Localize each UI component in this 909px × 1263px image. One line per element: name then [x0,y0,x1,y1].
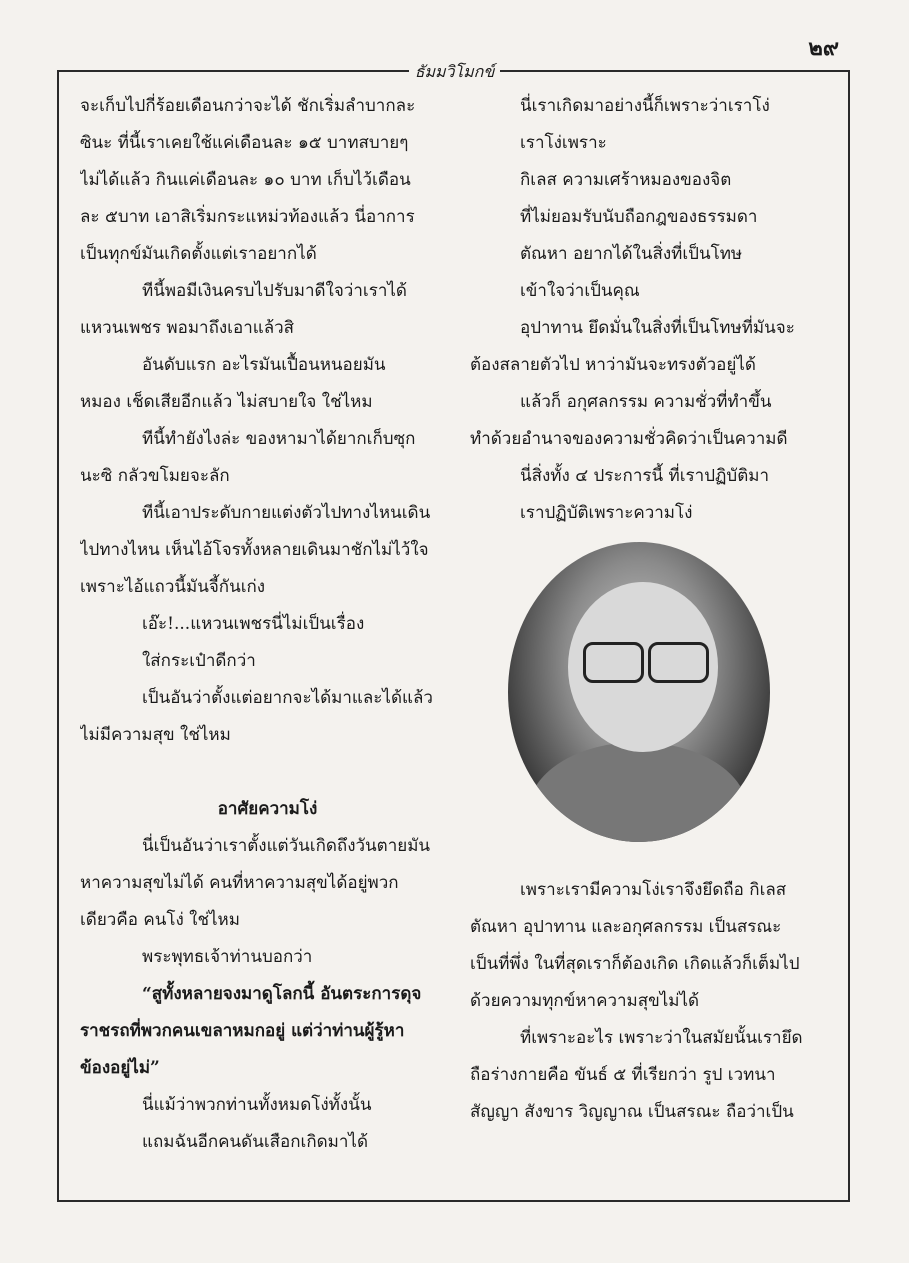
text-line: แหวนเพชร พอมาถึงเอาแล้วสิ [80,318,295,338]
photo-glasses-right [648,642,709,683]
quote-line: ราชรถที่พวกคนเขลาหมกอยู่ แต่ว่าท่านผู้รู้หา [80,1021,405,1041]
text-line: เข้าใจว่าเป็นคุณ [520,281,640,301]
text-line: จะเก็บไปกี่ร้อยเดือนกว่าจะได้ ชักเริ่มลำบากละ [80,96,416,116]
text-line: ทีนี้พอมีเงินครบไปรับมาดีใจว่าเราได้ [142,281,407,301]
portrait-photo [508,542,770,842]
quote-line: “สูทั้งหลายจงมาดูโลกนี้ อันตระการดุจ [142,984,422,1004]
page-number: ๒๙ [808,35,839,61]
text-line: เดียวคือ คนโง่ ใช่ไหม [80,910,240,930]
portrait-photo-wrap [470,542,815,852]
text-line: ที่เพราะอะไร เพราะว่าในสมัยนั้นเรายึด [520,1028,803,1048]
text-line: เป็นที่พึ่ง ในที่สุดเราก็ต้องเกิด เกิดแล้วก็เต็มไป [470,954,800,974]
text-line: ถือร่างกายคือ ขันธ์ ๕ ที่เรียกว่า รูป เวทนา [470,1065,776,1085]
text-line: ไปทางไหน เห็นไอ้โจรทั้งหลายเดินมาชักไม่ไว้ใจ [80,540,429,560]
text-line: ซินะ ที่นี้เราเคยใช้แค่เดือนละ ๑๕ บาทสบายๆ [80,133,409,153]
text-line: สัญญา สังขาร วิญญาณ เป็นสรณะ ถือว่าเป็น [470,1102,794,1122]
quote-line: ข้องอยู่ไม่” [80,1058,160,1078]
text-line: เราปฏิบัติเพราะความโง่ [520,503,693,523]
text-line: ตัณหา อุปาทาน และอกุศลกรรม เป็นสรณะ [470,917,782,937]
text-line: อุปาทาน ยึดมั่นในสิ่งที่เป็นโทษที่มันจะ [520,318,795,338]
text-line: กิเลส ความเศร้าหมองของจิต [520,170,732,190]
text-line: ละ ๕บาท เอาสิเริ่มกระแหม่วท้องแล้ว นี่อาการ [80,207,415,227]
text-line: เป็นอันว่าตั้งแต่อยากจะได้มาและได้แล้ว [142,688,433,708]
text-line: เพราะไอ้แถวนี้มันจี้กันเก่ง [80,577,266,597]
text-line: ทีนี้เอาประดับกายแต่งตัวไปทางไหนเดิน [142,503,431,523]
right-column [470,88,815,1131]
text-line: ทีนี้ทำยังไงล่ะ ของหามาได้ยากเก็บซุก [142,429,416,449]
text-line: ต้องสลายตัวไป หาว่ามันจะทรงตัวอยู่ได้ [470,355,756,375]
header-title [0,60,909,85]
text-line: ทำด้วยอำนาจของความชั่วคิดว่าเป็นความดี [470,429,788,449]
text-line: พระพุทธเจ้าท่านบอกว่า [142,947,313,967]
photo-glasses-left [583,642,644,683]
text-line: นี่เราเกิดมาอย่างนี้ก็เพราะว่าเราโง่ [520,96,770,116]
text-line: อันดับแรก อะไรมันเปื้อนหนอยมัน [142,355,386,375]
blank-line [80,754,455,791]
text-line: ที่ไม่ยอมรับนับถือกฎของธรรมดา [520,207,758,227]
text-line: เป็นทุกข์มันเกิดตั้งแต่เราอยากได้ [80,244,317,264]
text-line: แล้วก็ อกุศลกรรม ความชั่วที่ทำขึ้น [520,392,772,412]
text-line: ใส่กระเป๋าดีกว่า [142,651,256,671]
text-line: นี่เป็นอันว่าเราตั้งแต่วันเกิดถึงวันตายมัน [142,836,431,856]
text-line: นะซิ กลัวขโมยจะลัก [80,466,230,486]
text-line: เอ๊ะ!...แหวนเพชรนี่ไม่เป็นเรื่อง [142,614,365,634]
left-column [80,88,455,1161]
text-line: นี่สิ่งทั้ง ๔ ประการนี้ ที่เราปฏิบัติมา [520,466,770,486]
text-line: เราโง่เพราะ [520,133,607,153]
text-line: แถมฉันอีกคนดันเสือกเกิดมาได้ [142,1132,368,1152]
header-title-text: ธัมมวิโมกข์ [409,62,501,81]
text-line: ไม่มีความสุข ใช่ไหม [80,725,231,745]
text-line: ด้วยความทุกข์หาความสุขไม่ได้ [470,991,700,1011]
text-line: เพราะเรามีความโง่เราจึงยึดถือ กิเลส [520,880,787,900]
photo-robe [528,742,748,842]
section-heading: อาศัยความโง่ [217,799,318,819]
text-line: หมอง เช็ดเสียอีกแล้ว ไม่สบายใจ ใช่ไหม [80,392,373,412]
text-line: ไม่ได้แล้ว กินแค่เดือนละ ๑๐ บาท เก็บไว้เดือน [80,170,411,190]
text-line: ตัณหา อยากได้ในสิ่งที่เป็นโทษ [520,244,743,264]
text-line: นี่แม้ว่าพวกท่านทั้งหมดโง่ทั้งนั้น [142,1095,372,1115]
text-line: หาความสุขไม่ได้ คนที่หาความสุขได้อยู่พวก [80,873,399,893]
